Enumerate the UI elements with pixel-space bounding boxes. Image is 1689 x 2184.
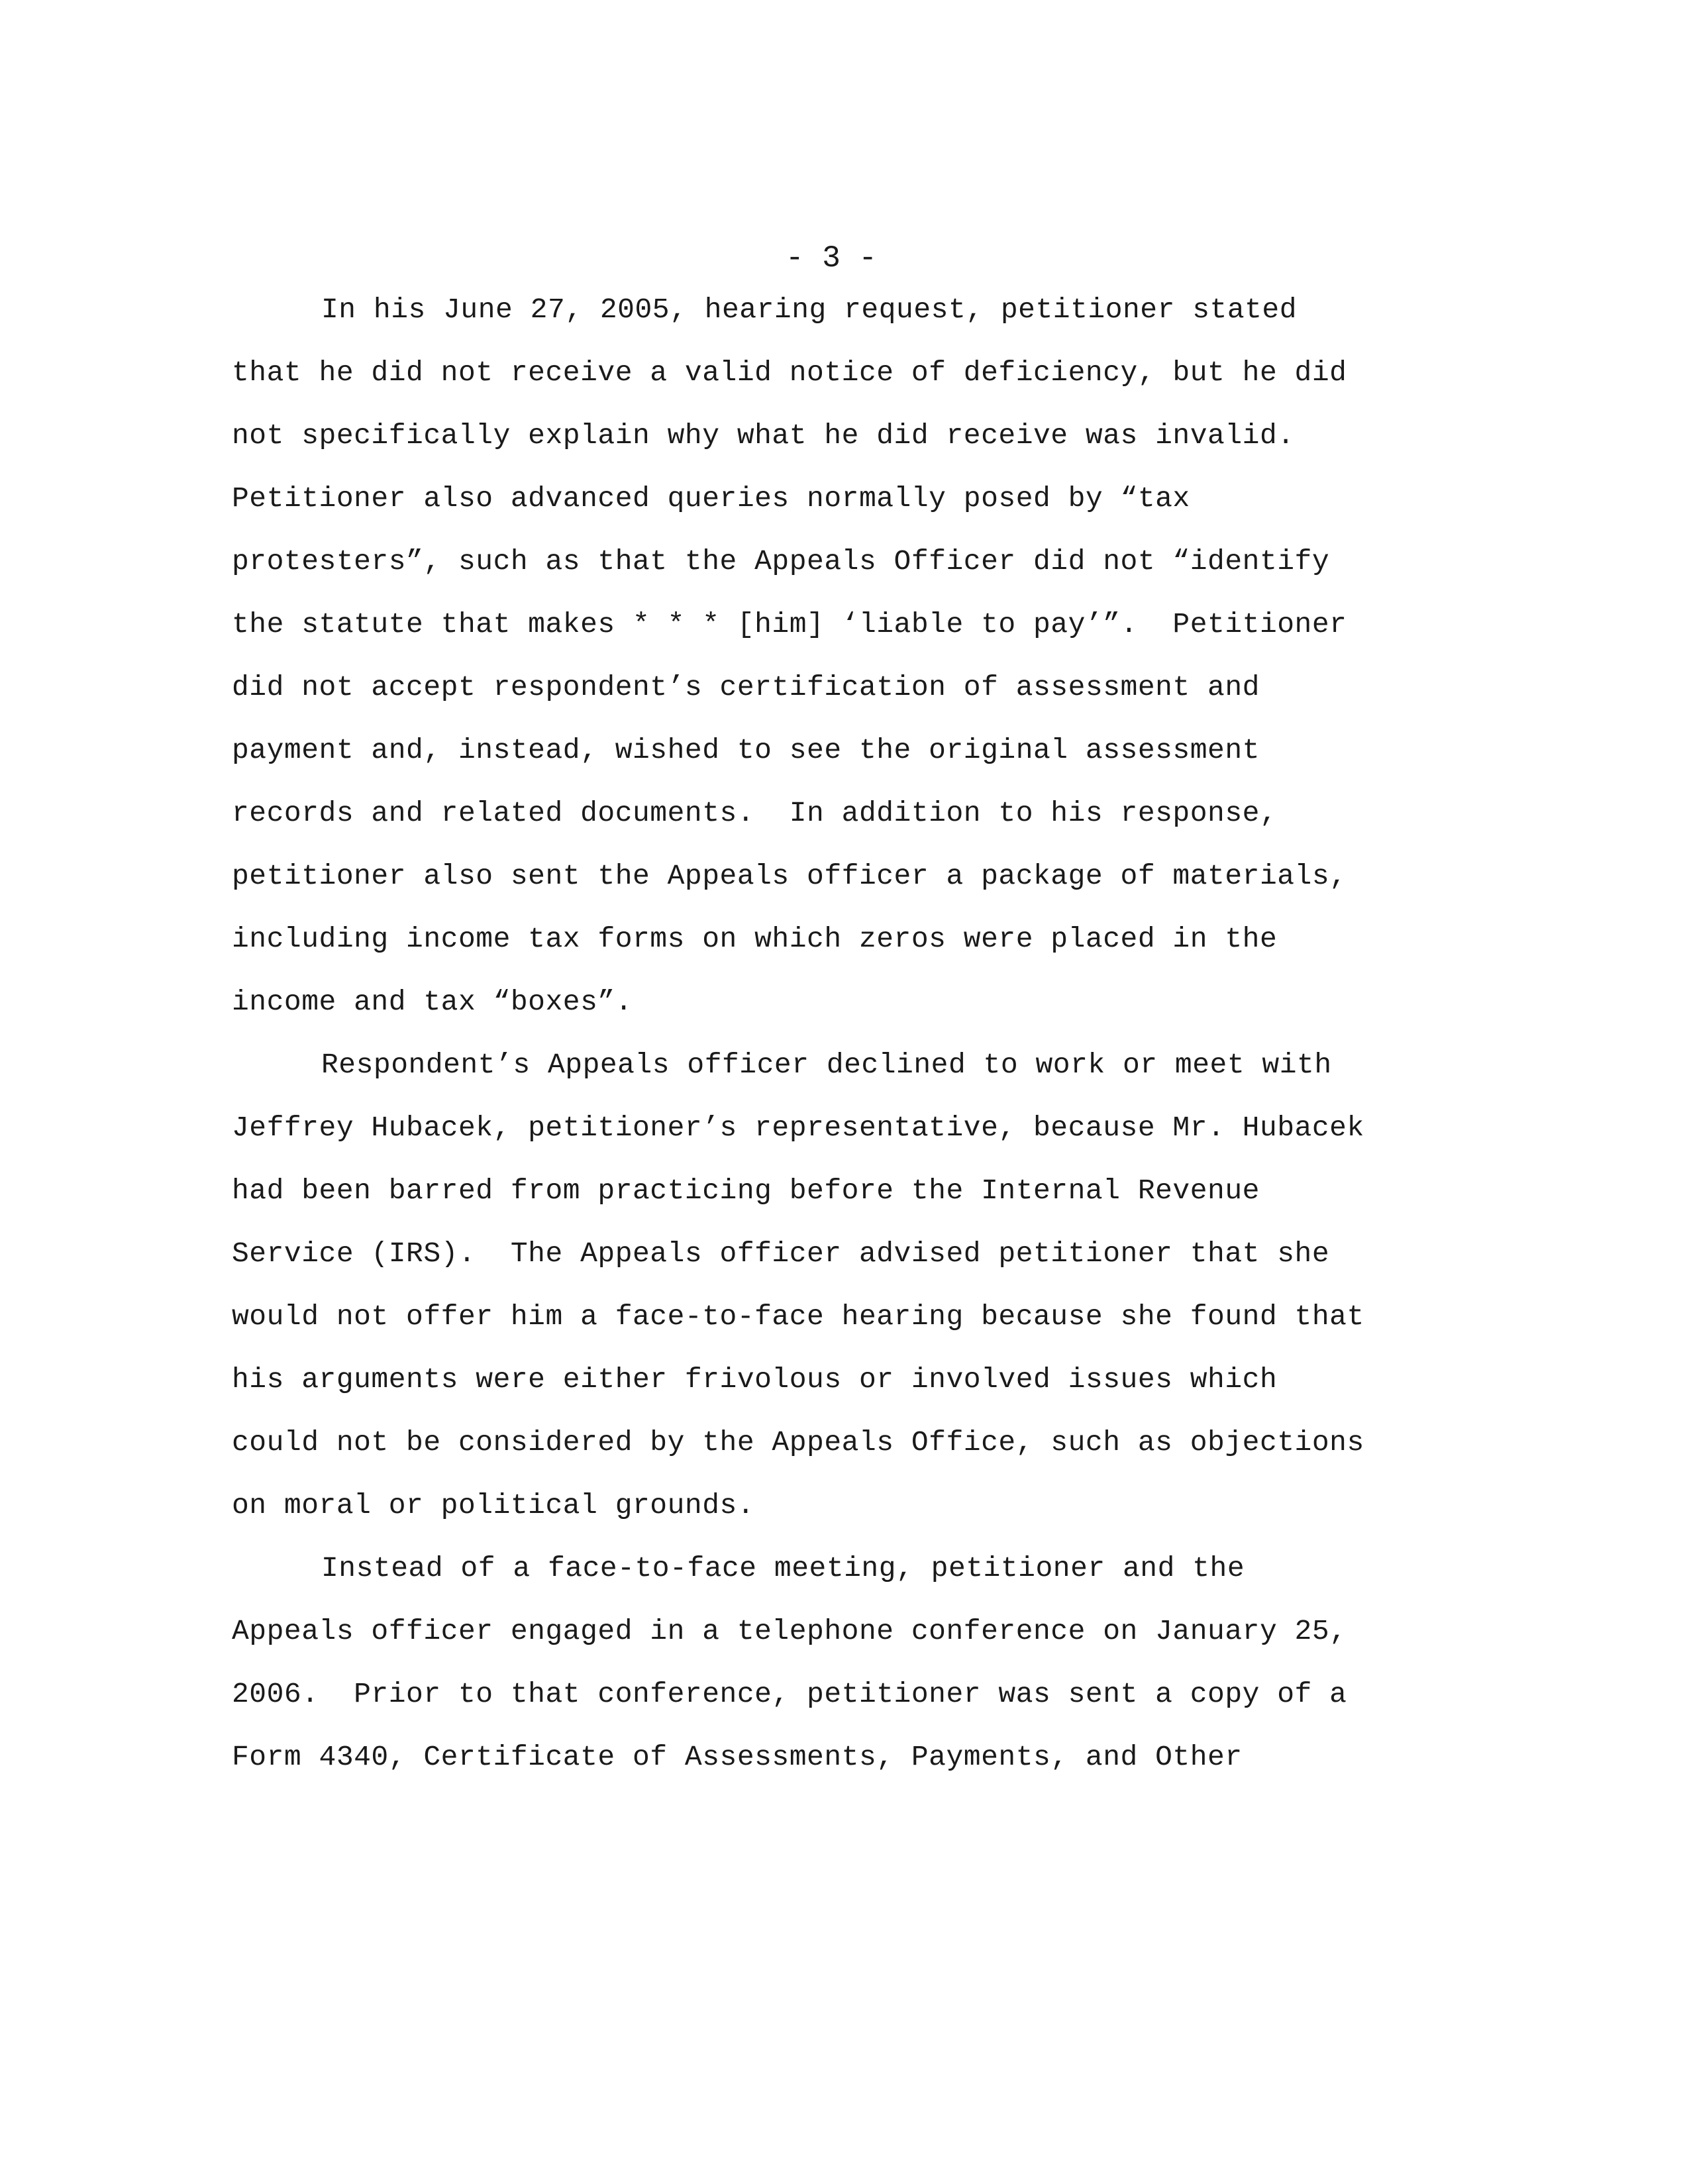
text-line: payment and, instead, wished to see the original assessment [232, 734, 1260, 766]
text-line: could not be considered by the Appeals Office, such as objections [232, 1426, 1364, 1459]
text-line: his arguments were either frivolous or involved issues which [232, 1363, 1278, 1396]
document-body [232, 278, 1437, 1789]
text-line: not specifically explain why what he did receive was invalid. [232, 419, 1295, 452]
page-number: - 3 - [785, 241, 878, 276]
paragraph [232, 1537, 1437, 1789]
text-line: 2006. Prior to that conference, petitioner was sent a copy of a [232, 1678, 1347, 1710]
text-line: Respondent’s Appeals officer declined to work or meet with [321, 1049, 1332, 1081]
text-line: Appeals officer engaged in a telephone conference on January 25, [232, 1615, 1347, 1647]
text-line: Petitioner also advanced queries normally posed by “tax [232, 482, 1190, 515]
paragraph [232, 1033, 1437, 1537]
paragraph [232, 278, 1437, 1033]
text-line: Jeffrey Hubacek, petitioner’s representative, because Mr. Hubacek [232, 1112, 1364, 1144]
text-line: records and related documents. In addition to his response, [232, 797, 1278, 829]
text-line: Form 4340, Certificate of Assessments, Payments, and Other [232, 1741, 1243, 1773]
text-line: petitioner also sent the Appeals officer a package of materials, [232, 860, 1347, 892]
text-line: Service (IRS). The Appeals officer advised petitioner that she [232, 1237, 1330, 1270]
text-line: on moral or political grounds. [232, 1489, 755, 1522]
text-line: had been barred from practicing before the Internal Revenue [232, 1174, 1260, 1207]
text-line: Instead of a face-to-face meeting, petitioner and the [321, 1552, 1245, 1585]
text-line: that he did not receive a valid notice of deficiency, but he did [232, 356, 1347, 389]
text-line: would not offer him a face-to-face hearing because she found that [232, 1300, 1364, 1333]
text-line: protesters”, such as that the Appeals Officer did not “identify [232, 545, 1330, 578]
text-line: including income tax forms on which zeros were placed in the [232, 923, 1278, 955]
text-line: did not accept respondent’s certification of assessment and [232, 671, 1260, 703]
text-line: income and tax “boxes”. [232, 986, 633, 1018]
text-line: the statute that makes * * * [him] ‘liable to pay’”. Petitioner [232, 608, 1347, 641]
text-line: In his June 27, 2005, hearing request, petitioner stated [321, 293, 1298, 326]
